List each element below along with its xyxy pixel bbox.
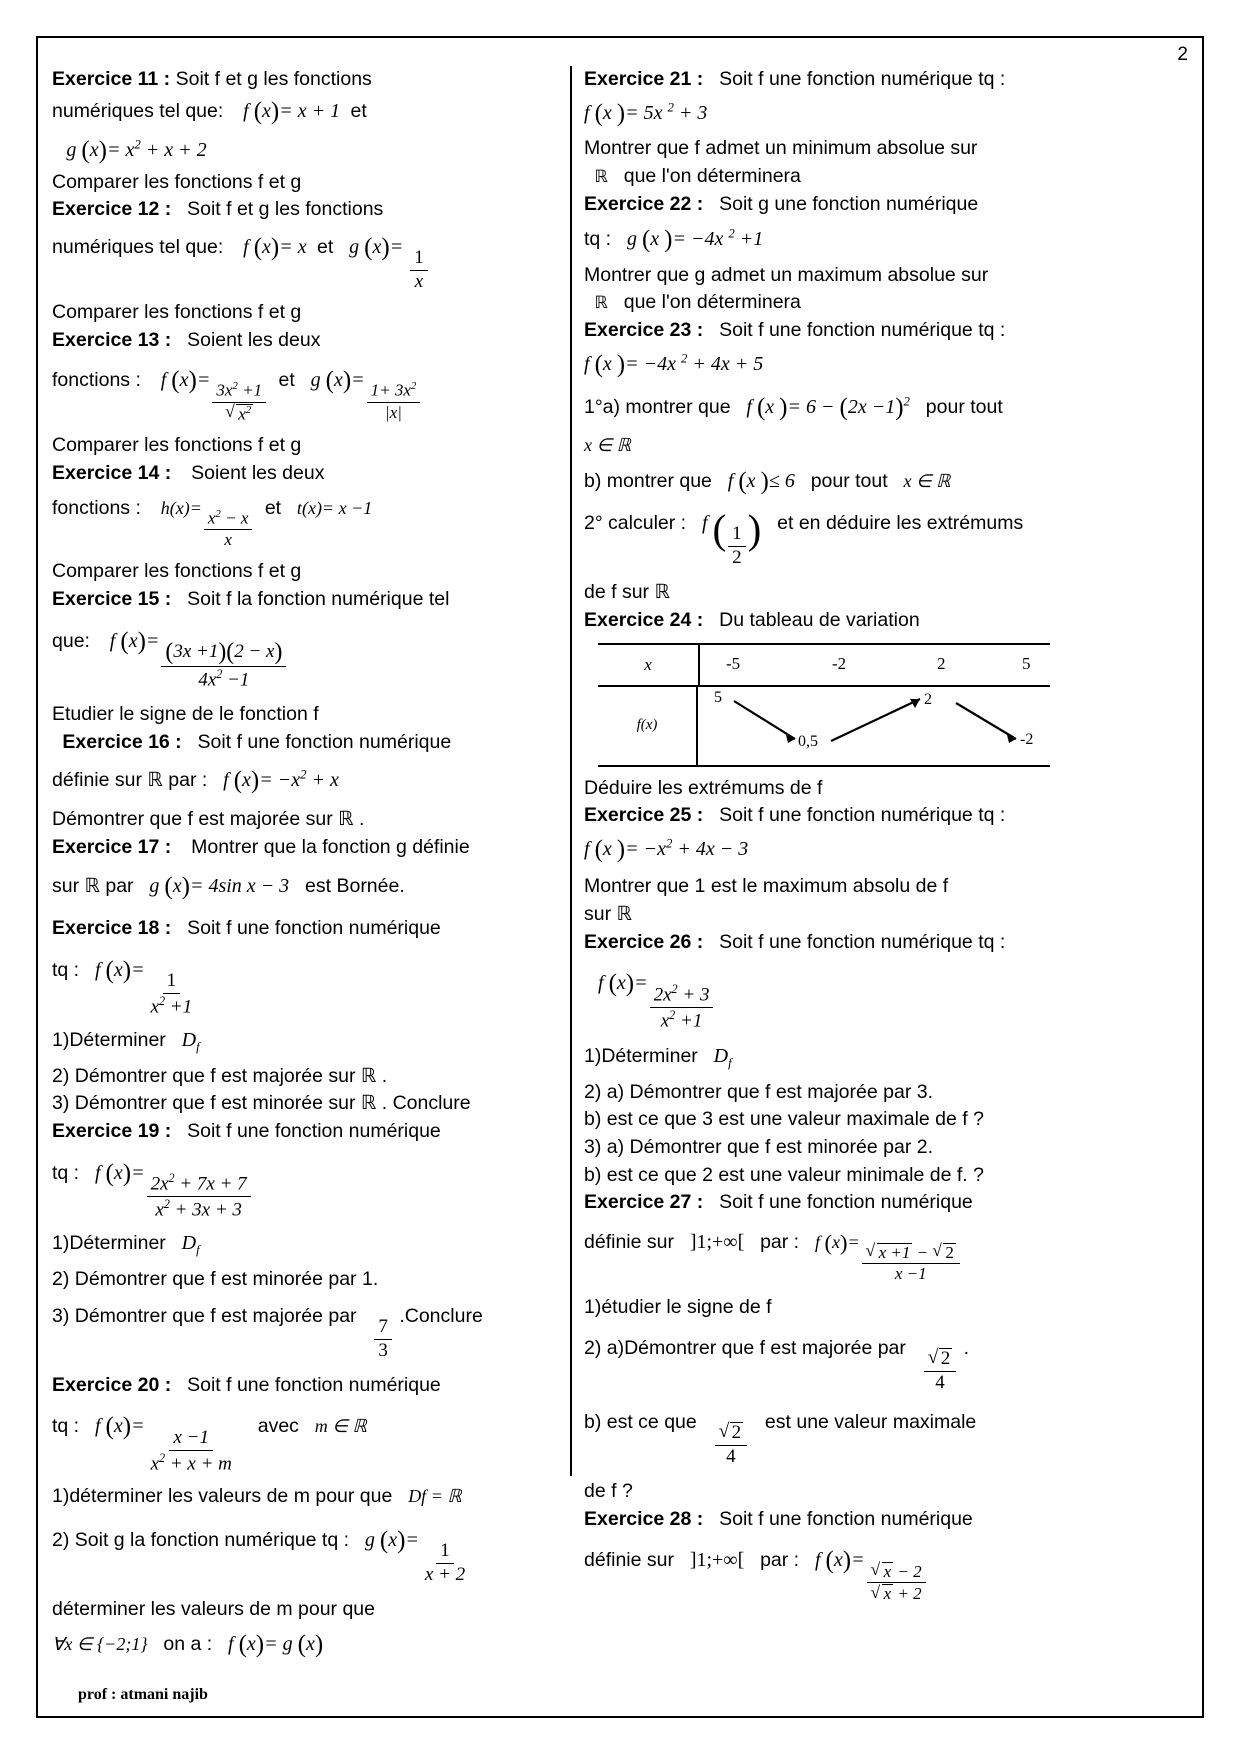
exercise-19-heading [52,1118,556,1146]
exercise-14-line1: Soient les deux [191,461,325,484]
exercise-23-q3-text: 2° calculer : [584,512,687,534]
exercise-15-title: Exercice 15 : [52,587,172,610]
exercise-21-title: Exercice 21 : [584,68,704,90]
exercise-12-line2 [52,224,556,293]
exercise-14-et: et [264,497,282,520]
exercise-13-et: et [278,368,295,391]
left-column [52,66,564,1663]
exercise-23-q3c: de f sur ℝ [584,581,670,604]
exercise-27-q2-text: 2) a)Démontrer que f est majorée par [584,1336,906,1359]
variation-table-arrows [698,687,1050,765]
exercise-17-g-expr: g (x)= 4sin x − 3 [149,873,290,901]
exercise-23-q1c [584,426,1176,460]
exercise-18-df: $D_f$ [181,1029,200,1055]
exercise-22-line2: Montrer que g admet un maximum absolue sur [584,263,989,286]
exercise-11-g-line [52,129,556,169]
exercise-12-heading [52,196,556,224]
exercise-16-task: Démontrer que f est majorée sur ℝ . [52,808,365,831]
exercise-23-x-in-r: x ∈ ℝ [584,434,631,455]
exercise-12-line1: Soit f et g les fonctions [187,198,384,221]
exercise-19-q3 [52,1294,556,1362]
variation-y-value-2: 2 [924,690,932,708]
exercise-11-task: Comparer les fonctions f et g [52,170,302,193]
exercise-16-formula [52,757,556,799]
exercise-26-f-expr: f (x)= $\frac{2x^2 + 3}{x^2 +1}$ [598,972,715,994]
exercise-24-heading [584,607,1176,635]
exercise-27-heading [584,1189,1176,1217]
exercise-18-q2: 2) Démontrer que f est majorée sur ℝ . [52,1064,388,1087]
variation-table-x-label: x [598,645,700,685]
exercise-14-formulas [52,487,556,550]
exercise-13-heading [52,327,556,355]
exercise-23-q1-text: 1°a) montrer que [584,396,731,419]
exercise-26-q2a: 2) a) Démontrer que f est majorée par 3. [584,1080,933,1103]
exercise-28-line1: Soit f une fonction numérique [719,1507,973,1530]
variation-x-value-0: -5 [726,653,741,673]
exercise-26-formula [584,956,1176,1032]
exercise-25-line2: Montrer que 1 est le maximum absolu de f [584,875,949,898]
exercise-13-g-expr: g (x)= $\frac{1+ 3x^2}{|x|}$ [311,369,423,391]
exercise-22-formula [584,218,1176,258]
exercise-23-q1-pourtout: pour tout [925,396,1003,419]
exercise-20-forall: ∀x ∈ {−2;1} [52,1634,148,1655]
two-column-layout [52,66,1188,1686]
exercise-23-q2-text: b) montrer que [584,469,712,492]
exercise-22-r-symbol: ℝ [594,293,608,314]
exercise-15-line2-text: que: [52,629,90,652]
exercise-23-f-expr: f (x )= −4x $^2$ + 4x + 5 [584,350,764,378]
exercise-26-q1-text: 1)Déterminer [584,1044,698,1067]
exercise-27-q2 [584,1322,1176,1394]
exercise-12-line2-text: numériques tel que: [52,236,224,259]
exercise-17-formula [52,861,556,905]
exercise-22-line1: Soit g une fonction numérique [719,192,979,215]
variation-y-value-3: -2 [1020,730,1034,748]
exercise-19-f-expr: f (x)= $\frac{2x^2 + 7x + 7}{x^2 + 3x + 3}$ [95,1162,253,1184]
exercise-27-domain: ]1;+∞[ [689,1231,745,1254]
exercise-26-df: $D_f$ [713,1044,732,1070]
exercise-20-f-expr: f (x)= $\frac{x -1}{x^2 + x + m}$ [94,1413,232,1475]
exercise-27-q3-fraction: √ $\frac{2}{4}$ [713,1411,750,1433]
exercise-20-q2b: déterminer les valeurs de m pour que [52,1597,375,1620]
exercise-22-line3-text: que l'on déterminera [623,291,801,314]
exercise-20-q2 [52,1511,556,1586]
exercise-11-line1: Soit f et g les fonctions [175,68,372,90]
exercise-27-par: par : [760,1231,800,1254]
exercise-15-line1: Soit f la fonction numérique tel [187,587,450,610]
exercise-19-q3-conclure: .Conclure [399,1304,483,1327]
exercise-11-et: et [350,99,367,122]
exercise-18-q1-text: 1)Déterminer [52,1029,166,1052]
exercise-19-line1: Soit f une fonction numérique [187,1120,441,1143]
exercise-14-heading [52,460,556,488]
exercise-16-f-expr: f $(x)= -x^2 + x$ [223,766,339,794]
column-divider [570,66,572,1476]
exercise-26-title: Exercice 26 : [584,930,704,953]
exercise-23-q3-expr: f ( $\frac{1}{2}$ ) [701,505,762,569]
exercise-13-line2-text: fonctions : [52,368,141,391]
exercise-22-heading [584,191,1176,219]
variation-table-body-row [598,687,1050,767]
exercise-20-formula [52,1399,556,1475]
exercise-18-heading [52,905,556,943]
exercise-16-line2-text: définie sur ℝ par : [52,768,208,791]
exercise-27-q2-period: . [963,1336,970,1359]
exercise-25-line1: Soit f une fonction numérique tq : [719,804,1006,827]
exercise-18-line1: Soit f une fonction numérique [187,916,441,939]
exercise-13-task: Comparer les fonctions f et g [52,434,302,457]
exercise-27-q3-text: b) est ce que [584,1410,697,1433]
exercise-13-formulas [52,355,556,424]
variation-x-value-3: 5 [1022,653,1031,673]
exercise-19-q1 [52,1221,556,1260]
exercise-26-q1 [584,1032,1176,1073]
page-number: 2 [1177,44,1188,65]
exercise-18-formula [52,943,556,1019]
exercise-28-f-expr: f (x)= √ x − 2 √ x + 2 [815,1549,928,1571]
exercise-21-line3-text: que l'on déterminera [623,164,801,187]
exercise-23-q1-expr: f (x )= $6 - (2x -1)^2$ [746,394,910,422]
exercise-14-t-expr: t(x)= x −1 [296,498,373,519]
exercise-13-f-expr: f (x)= $3x^2 +1$ √ $x^2$ [161,369,268,391]
exercise-18-q1 [52,1018,556,1057]
exercise-25-formula [584,830,1176,868]
exercise-24-title: Exercice 24 : [584,608,704,631]
exercise-15-task: Etudier le signe de le fonction f [52,703,319,726]
exercise-23-line1: Soit f une fonction numérique tq : [719,319,1006,342]
exercise-21-f-expr: f (x )= 5x $^2$ + 3 [584,99,708,127]
exercise-11-g-expr: g $(x)= x^2 + x + 2$ [66,137,207,165]
exercise-28-par: par : [760,1549,800,1572]
right-column [580,66,1176,1604]
exercise-12-et: et [317,236,334,259]
exercise-20-q1-text: 1)déterminer les valeurs de m pour que [52,1484,393,1507]
exercise-18-tq: tq : [52,958,80,981]
exercise-17-heading [52,834,556,862]
exercise-20-m-condition: m ∈ ℝ [314,1416,367,1437]
exercise-18-q3: 3) Démontrer que f est minorée sur ℝ . Conclure [52,1092,471,1115]
exercise-23-title: Exercice 23 : [584,319,704,342]
exercise-28-formula [584,1533,1176,1604]
exercise-19-formula [52,1146,556,1222]
variation-table-header-row [598,643,1050,687]
exercise-22-tq: tq : [584,228,612,251]
exercise-21-line1: Soit f une fonction numérique tq : [719,68,1006,90]
exercise-16-title: Exercice 16 : [62,730,182,753]
exercise-14-line2-text: fonctions : [52,497,141,520]
exercise-23-q2-x-in-r: x ∈ ℝ [903,470,951,491]
exercise-23-q2-expr: f (x )≤ 6 [727,467,795,495]
exercise-27-f-expr: f (x)= √ $\frac{x +1 - √ 2}{x -1}$ [815,1232,962,1252]
exercise-22-line3 [584,289,1176,317]
exercise-20-avec: avec [257,1415,299,1438]
exercise-20-df-equals-r: Df = ℝ [408,1485,462,1506]
exercise-22-g-expr: g (x )= −4x $^2$ +1 [626,226,764,254]
exercise-23-q3 [584,499,1176,569]
exercise-27-formula [584,1217,1176,1284]
exercise-19-title: Exercice 19 : [52,1120,172,1143]
exercise-19-q2: 2) Démontrer que f est minorée par 1. [52,1267,379,1290]
exercise-21-heading [584,66,1176,94]
exercise-26-q3b: b) est ce que 2 est une valeur minimale de f. ? [584,1163,984,1186]
exercise-27-q1: 1)étudier le signe de f [584,1295,772,1318]
exercise-19-q1-text: 1)Déterminer [52,1232,166,1255]
exercise-11-title: Exercice 11 : [52,68,171,90]
exercise-19-df: $D_f$ [181,1232,200,1258]
exercise-21-line2: Montrer que f admet un minimum absolue sur [584,137,978,160]
exercise-19-tq: tq : [52,1161,80,1184]
exercise-28-domain: ]1;+∞[ [689,1549,745,1572]
exercise-16-line1: Soit f une fonction numérique [197,730,452,753]
exercise-26-line1: Soit f une fonction numérique tq : [719,930,1006,953]
variation-table [598,643,1050,767]
exercise-15-f-expr: f (x)= $\frac{(3x +1)(2 - x)}{4x^2 -1}$ [110,630,289,652]
exercise-12-title: Exercice 12 : [52,198,172,221]
exercise-27-q3 [584,1394,1176,1468]
exercise-24-task: Déduire les extrémums de f [584,776,823,799]
exercise-25-line3: sur ℝ [584,903,632,926]
exercise-23-q2-pourtout: pour tout [810,469,888,492]
exercise-18-f-expr: f (x)= $\frac{1}{x^2 +1}$ [94,956,193,1018]
exercise-13-title: Exercice 13 : [52,328,172,351]
exercise-17-title: Exercice 17 : [52,835,172,858]
exercise-11-heading [52,66,556,94]
exercise-27-line2-text: définie sur [584,1231,674,1254]
exercise-28-title: Exercice 28 : [584,1507,704,1530]
exercise-21-formula [584,94,1176,132]
exercise-20-q1 [52,1475,556,1511]
exercise-11-line2-text: numériques tel que: [52,99,224,122]
exercise-15-formula [52,614,556,692]
exercise-28-heading [584,1506,1176,1534]
exercise-20-tq: tq : [52,1415,80,1438]
exercise-12-g-expr: g (x)= $\frac{1}{x}$ [349,236,430,258]
exercise-26-q3a: 3) a) Démontrer que f est minorée par 2. [584,1135,933,1158]
exercise-20-g-expr: g (x)= $\frac{1}{x + 2}$ [364,1526,466,1585]
exercise-21-line3 [584,163,1176,191]
exercise-27-line1: Soit f une fonction numérique [719,1191,973,1214]
variation-y-value-1: 0,5 [798,732,818,750]
exercise-25-f-expr: f (x )= $-x^2 + 4x - 3$ [584,835,749,863]
variation-table-x-values [700,645,1050,685]
exercise-13-line1: Soient les deux [187,328,321,351]
exercise-14-h-expr: h(x)= $\frac{x^2 - x}{x}$ [161,498,255,518]
exercise-24-line1: Du tableau de variation [719,608,920,631]
exercise-20-heading [52,1362,556,1400]
variation-x-value-2: 2 [937,653,946,673]
exercise-28-line2-text: définie sur [584,1549,674,1572]
exercise-11-line2 [52,94,556,130]
exercise-23-formula [584,345,1176,383]
exercise-27-q2-fraction: √ $\frac{2}{4}$ [922,1337,959,1359]
exercise-23-q3-deduire: et en déduire les extrémums [777,512,1024,534]
variation-x-value-1: -2 [832,653,847,673]
exercise-20-q2-text: 2) Soit g la fonction numérique tq : [52,1528,350,1551]
variation-table-fx-label: f(x) [598,687,698,765]
exercise-25-heading [584,802,1176,830]
exercise-12-f-expr: f (x)= x [243,234,307,262]
exercise-14-task: Comparer les fonctions f et g [52,560,302,583]
exercise-26-q2b: b) est ce que 3 est une valeur maximale de f ? [584,1108,984,1131]
exercise-19-q3-text: 3) Démontrer que f est majorée par [52,1304,357,1327]
exercise-27-q3-rest: est une valeur maximale [764,1410,977,1433]
exercise-23-q1 [584,382,1176,426]
exercise-22-title: Exercice 22 : [584,192,704,215]
variation-arrows-svg [698,687,1050,765]
exercise-20-equation: f (x)= g (x) [228,1631,324,1659]
exercise-23-q2 [584,460,1176,500]
variation-y-value-0: 5 [714,688,722,706]
exercise-20-line1: Soit f une fonction numérique [187,1373,441,1396]
page-footer: prof : atmani najib [78,1686,208,1703]
exercise-18-title: Exercice 18 : [52,916,172,939]
exercise-25-title: Exercice 25 : [584,804,704,827]
exercise-26-heading [584,929,1176,957]
exercise-15-heading [52,586,556,614]
exercise-17-line2-text: sur ℝ par [52,875,134,898]
exercise-21-r-symbol: ℝ [594,166,608,187]
exercise-14-title: Exercice 14 : [52,461,172,484]
exercise-11-f-expr: f (x)= x + 1 [243,97,341,125]
exercise-19-q3-fraction: $\frac{7}{3}$ [372,1305,394,1327]
exercise-17-line3: est Bornée. [305,875,405,898]
exercise-27-q3c: de f ? [584,1480,633,1502]
exercise-23-heading [584,317,1176,345]
exercise-16-heading [52,729,556,757]
exercise-12-task: Comparer les fonctions f et g [52,301,302,324]
exercise-17-line1: Montrer que la fonction g définie [191,835,470,858]
exercise-20-title: Exercice 20 : [52,1373,172,1396]
exercise-20-ona: on a : [163,1633,213,1656]
exercise-20-q2c [52,1623,556,1663]
exercise-27-title: Exercice 27 : [584,1191,704,1214]
